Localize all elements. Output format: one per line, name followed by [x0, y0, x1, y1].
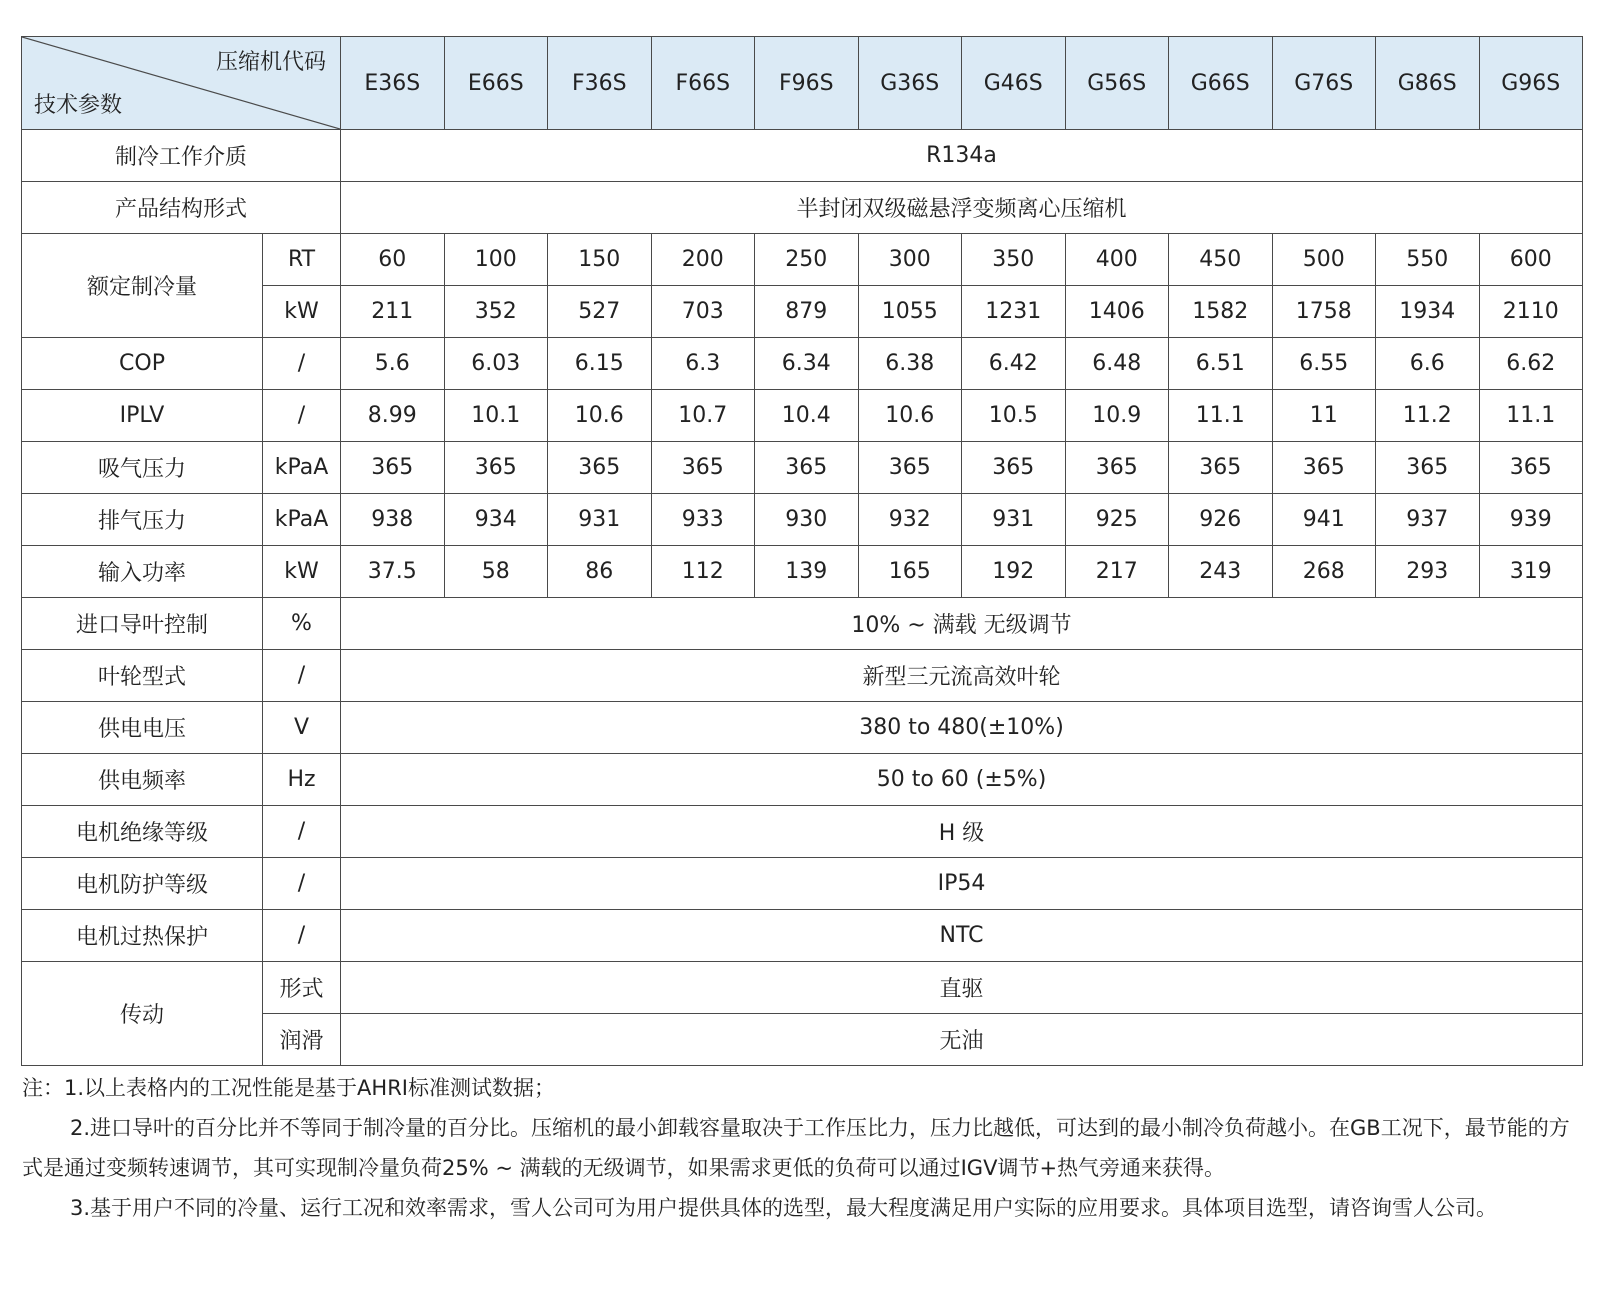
row-value: 无油 [341, 1014, 1583, 1066]
value-cell: 100 [444, 234, 548, 286]
value-cell: 1934 [1376, 286, 1480, 338]
row-label: 排气压力 [22, 494, 263, 546]
row-label: 进口导叶控制 [22, 598, 263, 650]
row-label: 额定制冷量 [22, 234, 263, 338]
model-header: G36S [858, 37, 962, 130]
row-discharge-pressure [22, 494, 1583, 546]
value-cell: 10.6 [858, 390, 962, 442]
value-cell: 365 [1376, 442, 1480, 494]
value-cell: 931 [548, 494, 652, 546]
row-unit: kW [263, 286, 341, 338]
value-cell: 6.38 [858, 338, 962, 390]
value-cell: 6.03 [444, 338, 548, 390]
value-cell: 365 [962, 442, 1066, 494]
value-cell: 6.6 [1376, 338, 1480, 390]
value-cell: 2110 [1479, 286, 1583, 338]
value-cell: 217 [1065, 546, 1169, 598]
row-label: 电机绝缘等级 [22, 806, 263, 858]
value-cell: 550 [1376, 234, 1480, 286]
value-cell: 933 [651, 494, 755, 546]
value-cell: 600 [1479, 234, 1583, 286]
row-iplv [22, 390, 1583, 442]
row-value: 新型三元流高效叶轮 [341, 650, 1583, 702]
row-unit: / [263, 910, 341, 962]
value-cell: 938 [341, 494, 445, 546]
row-label: 供电频率 [22, 754, 263, 806]
model-header: F36S [548, 37, 652, 130]
value-cell: 500 [1272, 234, 1376, 286]
value-cell: 400 [1065, 234, 1169, 286]
note-2: 2.进口导叶的百分比并不等同于制冷量的百分比。压缩机的最小卸载容量取决于工作压比力，压力比越低，可达到的最小制冷负荷越小。在GB工况下，最节能的方式是通过变频转速调节，其可实现制冷量负荷25% ~ 满载的无级调节，如果需求更低的负荷可以通过IGV调节+热气旁通来获得。 [22, 1116, 1570, 1180]
row-value: 380 to 480(±10%) [341, 702, 1583, 754]
row-overheat [22, 910, 1583, 962]
model-header: E36S [341, 37, 445, 130]
value-cell: 250 [755, 234, 859, 286]
value-cell: 932 [858, 494, 962, 546]
value-cell: 6.15 [548, 338, 652, 390]
value-cell: 365 [651, 442, 755, 494]
row-frequency [22, 754, 1583, 806]
model-header: G76S [1272, 37, 1376, 130]
row-label: IPLV [22, 390, 263, 442]
value-cell: 365 [1272, 442, 1376, 494]
row-label: 供电电压 [22, 702, 263, 754]
row-igv-control [22, 598, 1583, 650]
value-cell: 10.7 [651, 390, 755, 442]
row-voltage [22, 702, 1583, 754]
model-header: G46S [962, 37, 1066, 130]
note-1: 注：1.以上表格内的工况性能是基于AHRI标准测试数据； [22, 1076, 555, 1100]
row-value: 直驱 [341, 962, 1583, 1014]
model-header: F66S [651, 37, 755, 130]
value-cell: 10.4 [755, 390, 859, 442]
value-cell: 365 [444, 442, 548, 494]
row-unit: RT [263, 234, 341, 286]
value-cell: 941 [1272, 494, 1376, 546]
model-header: G56S [1065, 37, 1169, 130]
row-label: 输入功率 [22, 546, 263, 598]
value-cell: 352 [444, 286, 548, 338]
row-label: 产品结构形式 [22, 182, 341, 234]
notes [22, 1068, 1580, 1228]
value-cell: 365 [1065, 442, 1169, 494]
row-impeller [22, 650, 1583, 702]
row-label: COP [22, 338, 263, 390]
row-value: NTC [341, 910, 1583, 962]
model-header: G66S [1169, 37, 1273, 130]
model-header: E66S [444, 37, 548, 130]
row-input-power [22, 546, 1583, 598]
value-cell: 6.55 [1272, 338, 1376, 390]
model-header: G96S [1479, 37, 1583, 130]
value-cell: 11.2 [1376, 390, 1480, 442]
value-cell: 1582 [1169, 286, 1273, 338]
row-unit: % [263, 598, 341, 650]
value-cell: 365 [1479, 442, 1583, 494]
value-cell: 926 [1169, 494, 1273, 546]
row-capacity-rt [22, 234, 1583, 286]
value-cell: 10.6 [548, 390, 652, 442]
value-cell: 11 [1272, 390, 1376, 442]
value-cell: 6.3 [651, 338, 755, 390]
row-drive-form [22, 962, 1583, 1014]
value-cell: 11.1 [1169, 390, 1273, 442]
value-cell: 930 [755, 494, 859, 546]
row-unit: / [263, 858, 341, 910]
row-label: 吸气压力 [22, 442, 263, 494]
value-cell: 365 [1169, 442, 1273, 494]
value-cell: 1231 [962, 286, 1066, 338]
value-cell: 8.99 [341, 390, 445, 442]
header-row [22, 37, 1583, 130]
value-cell: 192 [962, 546, 1066, 598]
value-cell: 527 [548, 286, 652, 338]
value-cell: 86 [548, 546, 652, 598]
value-cell: 365 [341, 442, 445, 494]
compressor-code-label: 压缩机代码 [215, 50, 326, 75]
row-unit: / [263, 338, 341, 390]
value-cell: 934 [444, 494, 548, 546]
row-value: 半封闭双级磁悬浮变频离心压缩机 [341, 182, 1583, 234]
value-cell: 10.1 [444, 390, 548, 442]
value-cell: 300 [858, 234, 962, 286]
row-unit: 形式 [263, 962, 341, 1014]
row-unit: / [263, 806, 341, 858]
row-cop [22, 338, 1583, 390]
value-cell: 925 [1065, 494, 1169, 546]
row-unit: kPaA [263, 442, 341, 494]
value-cell: 5.6 [341, 338, 445, 390]
value-cell: 1406 [1065, 286, 1169, 338]
row-unit: kPaA [263, 494, 341, 546]
row-value: 50 to 60 (±5%) [341, 754, 1583, 806]
row-value: 10% ~ 满载 无级调节 [341, 598, 1583, 650]
value-cell: 350 [962, 234, 1066, 286]
row-suction-pressure [22, 442, 1583, 494]
value-cell: 365 [858, 442, 962, 494]
value-cell: 931 [962, 494, 1066, 546]
value-cell: 6.34 [755, 338, 859, 390]
value-cell: 11.1 [1479, 390, 1583, 442]
value-cell: 60 [341, 234, 445, 286]
row-label: 电机防护等级 [22, 858, 263, 910]
value-cell: 165 [858, 546, 962, 598]
row-label: 制冷工作介质 [22, 130, 341, 182]
value-cell: 1758 [1272, 286, 1376, 338]
value-cell: 879 [755, 286, 859, 338]
model-header: G86S [1376, 37, 1480, 130]
value-cell: 6.62 [1479, 338, 1583, 390]
row-value: IP54 [341, 858, 1583, 910]
value-cell: 10.9 [1065, 390, 1169, 442]
value-cell: 937 [1376, 494, 1480, 546]
value-cell: 365 [755, 442, 859, 494]
value-cell: 703 [651, 286, 755, 338]
row-unit: 润滑 [263, 1014, 341, 1066]
value-cell: 293 [1376, 546, 1480, 598]
model-header: F96S [755, 37, 859, 130]
diagonal-header-cell [22, 37, 341, 130]
value-cell: 37.5 [341, 546, 445, 598]
row-unit: / [263, 650, 341, 702]
row-value: H 级 [341, 806, 1583, 858]
value-cell: 243 [1169, 546, 1273, 598]
value-cell: 211 [341, 286, 445, 338]
value-cell: 6.48 [1065, 338, 1169, 390]
row-label: 传动 [22, 962, 263, 1066]
value-cell: 450 [1169, 234, 1273, 286]
value-cell: 6.51 [1169, 338, 1273, 390]
value-cell: 58 [444, 546, 548, 598]
row-refrigerant [22, 130, 1583, 182]
row-unit: kW [263, 546, 341, 598]
note-3: 3.基于用户不同的冷量、运行工况和效率需求，雪人公司可为用户提供具体的选型，最大程度满足用户实际的应用要求。具体项目选型，请咨询雪人公司。 [70, 1196, 1498, 1220]
row-unit: V [263, 702, 341, 754]
value-cell: 10.5 [962, 390, 1066, 442]
value-cell: 150 [548, 234, 652, 286]
value-cell: 1055 [858, 286, 962, 338]
value-cell: 139 [755, 546, 859, 598]
value-cell: 268 [1272, 546, 1376, 598]
row-structure [22, 182, 1583, 234]
tech-params-label: 技术参数 [34, 93, 123, 118]
value-cell: 6.42 [962, 338, 1066, 390]
row-unit: Hz [263, 754, 341, 806]
value-cell: 319 [1479, 546, 1583, 598]
value-cell: 112 [651, 546, 755, 598]
value-cell: 200 [651, 234, 755, 286]
row-value: R134a [341, 130, 1583, 182]
row-label: 叶轮型式 [22, 650, 263, 702]
value-cell: 365 [548, 442, 652, 494]
row-protection [22, 858, 1583, 910]
row-unit: / [263, 390, 341, 442]
value-cell: 939 [1479, 494, 1583, 546]
row-label: 电机过热保护 [22, 910, 263, 962]
row-insulation [22, 806, 1583, 858]
spec-table [21, 36, 1583, 1066]
